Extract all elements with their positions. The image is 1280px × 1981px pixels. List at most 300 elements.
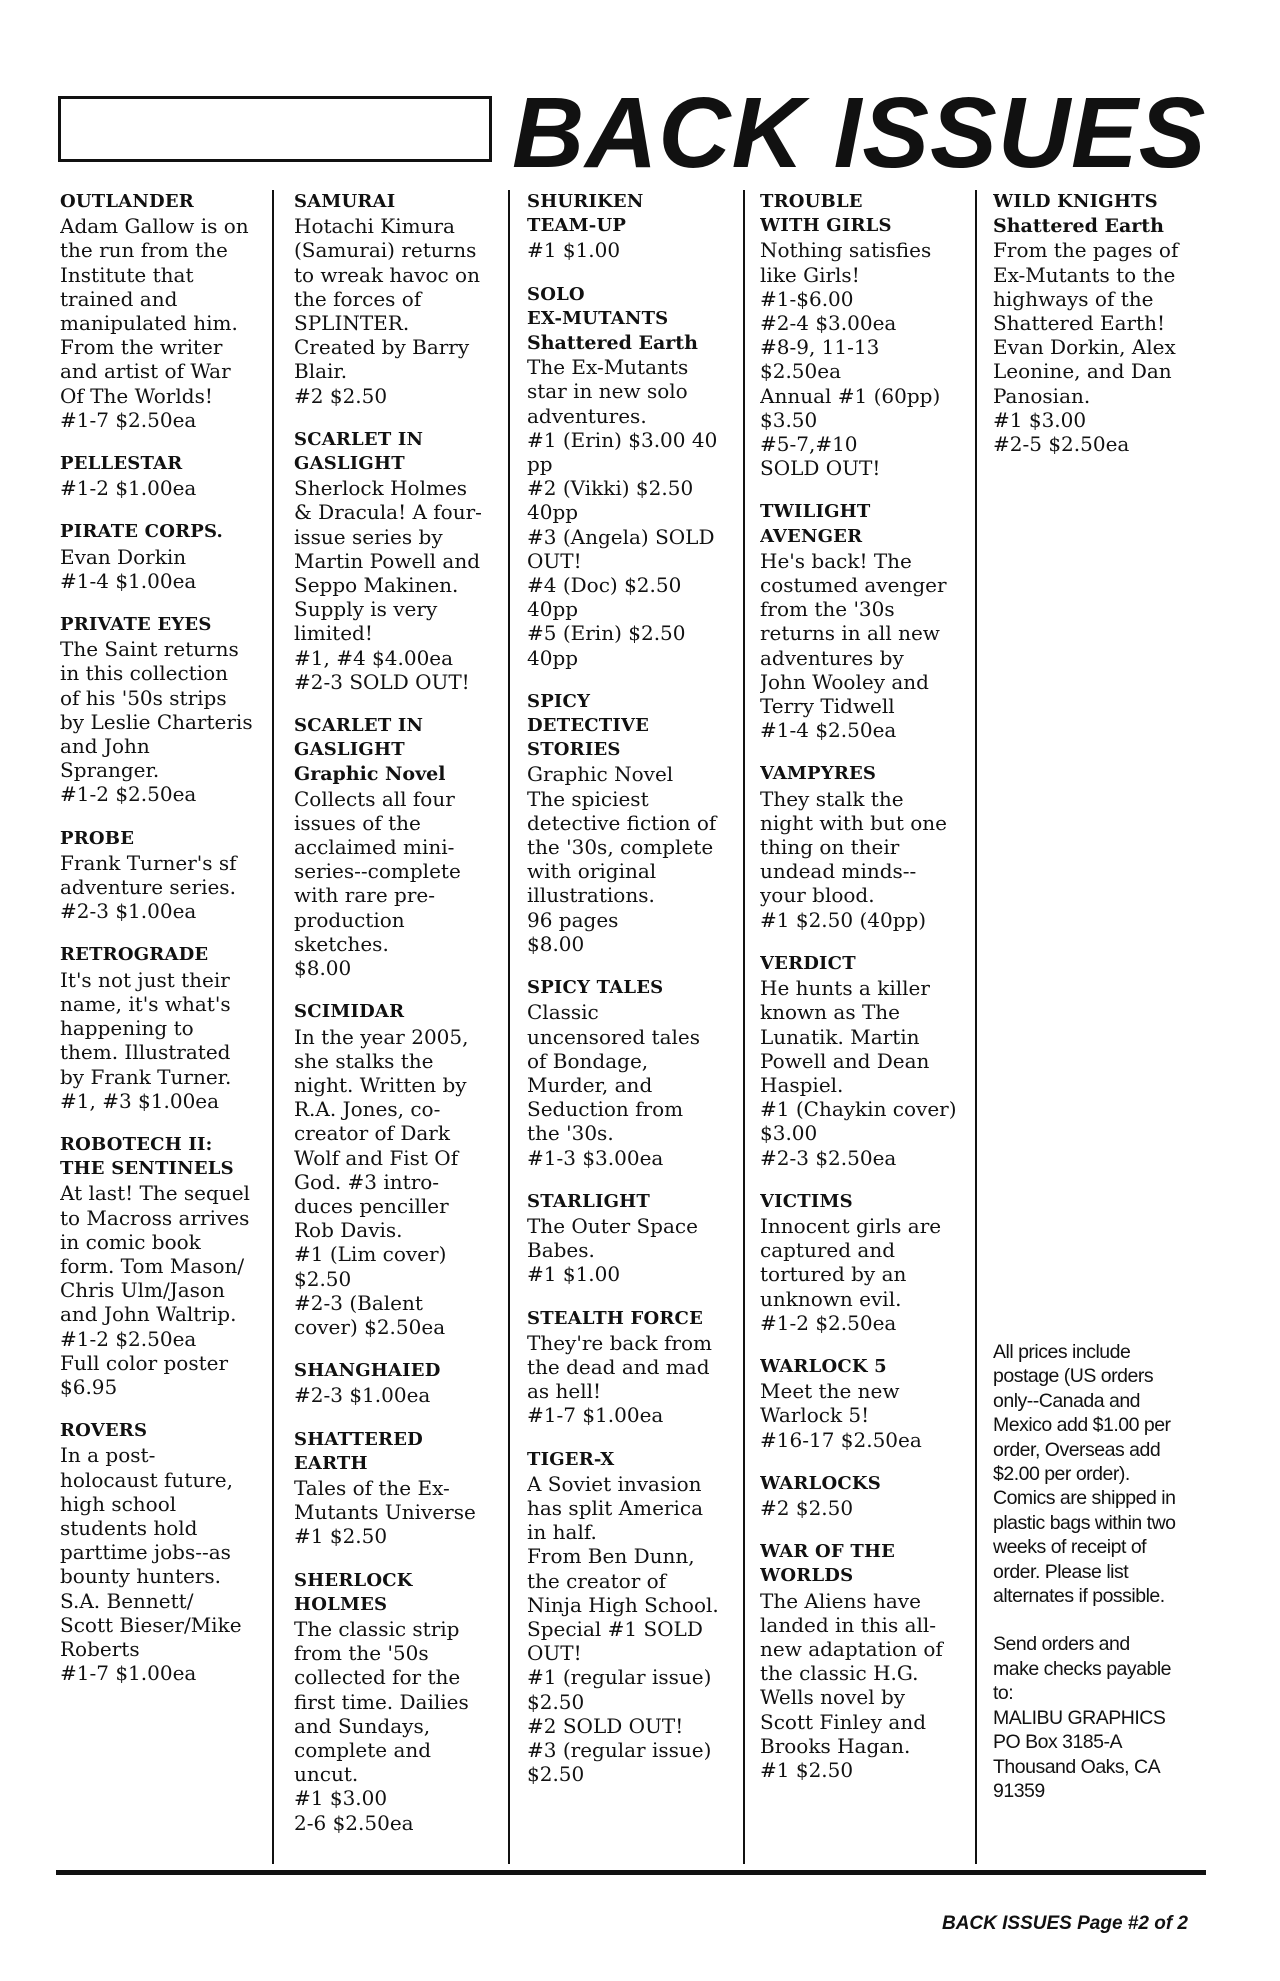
entry-text: landed in this all- <box>760 1612 937 1637</box>
entry-text: #1 $1.00 <box>527 238 621 263</box>
entry-text: uncensored tales <box>527 1024 700 1049</box>
entry-text: They stalk the <box>760 786 904 811</box>
entry-text: #1-7 $1.00ea <box>527 1403 664 1428</box>
entry-title: VICTIMS <box>760 1190 853 1212</box>
entry-text: high school <box>60 1491 177 1516</box>
entry-text: series--complete <box>294 859 461 884</box>
catalog-entry <box>760 1472 970 1520</box>
entry-text: Ninja High School. <box>527 1592 719 1617</box>
notice-line: order. Please list <box>993 1560 1129 1583</box>
entry-text: SPLINTER. <box>294 311 410 336</box>
entry-text: happening to <box>60 1016 194 1041</box>
entry-text: to Macross arrives <box>60 1205 250 1230</box>
entry-text: new adaptation of <box>760 1636 943 1661</box>
entry-text: Sherlock Holmes <box>294 476 468 501</box>
entry-text: Innocent girls are <box>760 1213 942 1238</box>
entry-text: Chris Ulm/Jason <box>60 1278 225 1303</box>
entry-text: #3 (Angela) SOLD <box>527 524 715 549</box>
entry-text: Hotachi Kimura <box>294 214 455 239</box>
entry-text: she stalks the <box>294 1048 434 1073</box>
entry-text: Frank Turner's sf <box>60 850 237 875</box>
entry-title: PIRATE CORPS. <box>60 521 224 543</box>
entry-text: Shattered Earth! <box>993 311 1166 336</box>
notice-line: plastic bags within two <box>993 1511 1176 1534</box>
entry-text: He hunts a killer <box>760 976 930 1001</box>
entry-text: Babes. <box>527 1238 595 1263</box>
entry-text: OUT! <box>527 1641 582 1666</box>
entry-text: Created by Barry <box>294 335 470 360</box>
entry-text: Scott Bieser/Mike <box>60 1612 242 1637</box>
entry-text: sketches. <box>294 931 389 956</box>
entry-text: #1-2 $2.50ea <box>60 1326 197 1351</box>
entry-text: The Ex-Mutants <box>527 355 689 380</box>
entry-text: $3.00 <box>760 1121 818 1146</box>
entry-title: STEALTH FORCE <box>527 1307 703 1329</box>
entry-text: $8.00 <box>294 956 352 981</box>
entry-title: SHURIKEN <box>527 191 644 212</box>
entry-text: 40pp <box>527 597 579 622</box>
entry-title: AVENGER <box>760 525 863 547</box>
entry-text: Special #1 SOLD <box>527 1616 703 1641</box>
entry-text: OUT! <box>527 548 582 573</box>
entry-title: WITH GIRLS <box>760 215 892 237</box>
notice-line: 91359 <box>993 1779 1045 1802</box>
entry-text: returns in all new <box>760 621 940 646</box>
entry-text: the run from the <box>60 238 228 263</box>
entry-text: Wells novel by <box>760 1685 906 1710</box>
entry-text: Wolf and Fist Of <box>294 1145 459 1170</box>
catalog-entry <box>993 190 1203 456</box>
entry-text: duces penciller <box>294 1193 449 1218</box>
entry-text: Terry Tidwell <box>760 694 895 719</box>
entry-title: SAMURAI <box>294 191 396 212</box>
column-divider <box>272 190 274 1864</box>
entry-subtitle: Shattered Earth <box>527 332 698 355</box>
catalog-entry <box>760 190 970 480</box>
entry-text: the classic H.G. <box>760 1661 919 1686</box>
entry-text: 40pp <box>527 645 579 670</box>
notice-line: alternates if possible. <box>993 1585 1165 1608</box>
entry-title: EARTH <box>294 1452 368 1474</box>
entry-text: limited! <box>294 621 373 646</box>
entry-text: Of The Worlds! <box>60 383 213 408</box>
entry-text: thing on their <box>760 835 900 860</box>
entry-text: #2 $2.50 <box>294 383 388 408</box>
entry-text: first time. Dailies <box>294 1689 469 1714</box>
entry-text: the '30s. <box>527 1121 614 1146</box>
entry-title: HOLMES <box>294 1593 388 1615</box>
entry-text: #2 (Vikki) $2.50 <box>527 476 694 501</box>
notice-line: Comics are shipped in <box>993 1487 1176 1510</box>
entry-text: manipulated him. <box>60 311 238 336</box>
ordering-notice <box>993 1340 1203 1827</box>
entry-text: Brooks Hagan. <box>760 1733 911 1758</box>
entry-text: The spiciest <box>527 786 649 811</box>
entry-subtitle: Shattered Earth <box>993 215 1164 238</box>
entry-text: #1-$6.00 <box>760 286 854 311</box>
entry-text: Graphic Novel <box>527 762 674 787</box>
entry-title: VAMPYRES <box>760 763 877 785</box>
entry-text: adventures. <box>527 403 647 428</box>
catalog-entry <box>60 827 270 924</box>
entry-title: SHANGHAIED <box>294 1360 441 1382</box>
entry-text: #2-3 $1.00ea <box>60 899 197 924</box>
entry-text: Institute that <box>60 262 194 287</box>
entry-text: #1-4 $1.00ea <box>60 568 197 593</box>
entry-text: $2.50 <box>527 1762 585 1787</box>
entry-text: #16-17 $2.50ea <box>760 1427 922 1452</box>
notice-line: only--Canada and <box>993 1389 1141 1412</box>
order-address <box>993 1632 1203 1803</box>
entry-text: parttime jobs--as <box>60 1540 231 1565</box>
entry-text: acclaimed mini- <box>294 835 455 860</box>
column-4 <box>760 190 970 1865</box>
entry-text: $2.50 <box>527 1689 585 1714</box>
entry-text: #5-7,#10 <box>760 432 858 457</box>
entry-text: S.A. Bennett/ <box>60 1588 194 1613</box>
entry-text: Classic <box>527 1000 599 1025</box>
entry-text: complete and <box>294 1737 432 1762</box>
entry-title: WILD KNIGHTS <box>993 191 1158 212</box>
catalog-entry <box>60 190 270 432</box>
entry-text: #2-4 $3.00ea <box>760 311 897 336</box>
entry-title: EX-MUTANTS <box>527 307 669 329</box>
entry-text: From the pages of <box>993 238 1179 263</box>
entry-text: Powell and Dean <box>760 1048 930 1073</box>
entry-text: #1 $2.50 (40pp) <box>760 907 927 932</box>
entry-text: SOLD OUT! <box>760 456 881 481</box>
entry-title: OUTLANDER <box>60 191 194 212</box>
entry-title: ROBOTECH II: <box>60 1133 213 1155</box>
catalog-entry <box>60 1133 270 1399</box>
entry-text: & Dracula! A four- <box>294 500 482 525</box>
entry-text: captured and <box>760 1238 896 1263</box>
entry-title: SCARLET IN <box>294 428 424 450</box>
entry-text: The Saint returns <box>60 637 239 662</box>
catalog-entry <box>527 1190 742 1287</box>
entry-text: star in new solo <box>527 379 688 404</box>
entry-text: #1 $3.00 <box>993 407 1087 432</box>
catalog-entry <box>527 283 742 670</box>
notice-line: All prices include <box>993 1341 1131 1363</box>
entry-text: holocaust future, <box>60 1467 233 1492</box>
entry-text: $6.95 <box>60 1374 118 1399</box>
catalog-entry <box>294 1359 506 1407</box>
entry-title: WARLOCK 5 <box>760 1355 887 1377</box>
entry-text: John Wooley and <box>760 669 929 694</box>
entry-title: SCIMIDAR <box>294 1001 405 1023</box>
entry-text: students hold <box>60 1515 198 1540</box>
entry-text: Mutants Universe <box>294 1500 476 1525</box>
entry-text: costumed avenger <box>760 573 947 598</box>
catalog-entry <box>527 1448 742 1787</box>
notice-line: to: <box>993 1682 1014 1705</box>
entry-text: known as The <box>760 1000 900 1025</box>
entry-title: SPICY TALES <box>527 977 664 999</box>
entry-text: 2-6 $2.50ea <box>294 1810 414 1835</box>
entry-title: PRIVATE EYES <box>60 614 212 636</box>
entry-text: #1 $2.50 <box>760 1757 854 1782</box>
entry-text: of Bondage, <box>527 1048 649 1073</box>
entry-text: $2.50 <box>294 1266 352 1291</box>
entry-text: #3 (regular issue) <box>527 1737 712 1762</box>
entry-title: WARLOCKS <box>760 1472 881 1494</box>
entry-text: #1-7 $1.00ea <box>60 1661 197 1686</box>
column-divider <box>975 190 977 1864</box>
entry-text: It's not just their <box>60 967 230 992</box>
entry-text: #1-7 $2.50ea <box>60 407 197 432</box>
entry-text: night with but one <box>760 810 947 835</box>
catalog-entry <box>527 976 742 1170</box>
entry-text: #1-2 $1.00ea <box>60 476 197 501</box>
page-title: BACK ISSUES <box>512 78 1207 188</box>
entry-title: GASLIGHT <box>294 739 405 761</box>
entry-title: SHATTERED <box>294 1428 423 1450</box>
entry-text: trained and <box>60 286 178 311</box>
entry-text: God. #3 intro- <box>294 1169 440 1194</box>
entry-text: issue series by <box>294 524 443 549</box>
entry-text: in half. <box>527 1520 597 1545</box>
entry-text: of his '50s strips <box>60 685 227 710</box>
catalog-entry <box>294 1428 506 1549</box>
entry-text: uncut. <box>294 1762 359 1787</box>
entry-text: The Outer Space <box>527 1213 698 1238</box>
page-footer: BACK ISSUES Page #2 of 2 <box>941 1913 1188 1934</box>
entry-title: TWILIGHT <box>760 501 871 523</box>
catalog-entry <box>60 520 270 593</box>
catalog-entry <box>527 190 742 263</box>
entry-text: like Girls! <box>760 262 860 287</box>
entry-text: A Soviet invasion <box>527 1471 702 1496</box>
notice-line: make checks payable <box>993 1657 1172 1680</box>
entry-text: and Sundays, <box>294 1713 431 1738</box>
entry-text: #4 (Doc) $2.50 <box>527 573 682 598</box>
entry-title: WORLDS <box>760 1565 854 1587</box>
entry-title: DETECTIVE <box>527 715 650 737</box>
entry-title: SOLO <box>527 283 585 305</box>
notice-line: weeks of receipt of <box>993 1536 1147 1559</box>
entry-text: by Leslie Charteris <box>60 709 253 734</box>
entry-text: Evan Dorkin, Alex <box>993 335 1176 360</box>
entry-text: unknown evil. <box>760 1286 902 1311</box>
entry-text: Supply is very <box>294 597 438 622</box>
entry-text: undead minds-- <box>760 859 917 884</box>
entry-text: They're back from <box>527 1330 712 1355</box>
catalog-entry <box>760 1355 970 1452</box>
entry-text: #1-3 $3.00ea <box>527 1145 664 1170</box>
entry-title: SPICY <box>527 690 591 712</box>
entry-text: as hell! <box>527 1379 602 1404</box>
entry-text: Nothing satisfies <box>760 238 932 263</box>
entry-text: 96 pages <box>527 907 619 932</box>
entry-text: and artist of War <box>60 359 231 384</box>
entry-text: bounty hunters. <box>60 1564 221 1589</box>
catalog-entry <box>294 714 506 980</box>
entry-text: #2-3 SOLD OUT! <box>294 669 470 694</box>
entry-text: Rob Davis. <box>294 1218 403 1243</box>
entry-text: In a post- <box>60 1443 156 1468</box>
catalog-entry <box>60 943 270 1112</box>
entry-text: #1, #3 $1.00ea <box>60 1088 220 1113</box>
notice-line: Send orders and <box>993 1633 1130 1656</box>
entry-text: $2.50ea <box>760 359 842 384</box>
column-divider <box>743 190 745 1864</box>
entry-text: $3.50 <box>760 407 818 432</box>
entry-text: Spranger. <box>60 758 160 783</box>
entry-text: Leonine, and Dan <box>993 359 1172 384</box>
entry-text: form. Tom Mason/ <box>60 1253 245 1278</box>
entry-title: TROUBLE <box>760 191 863 212</box>
entry-text: #2 $2.50 <box>760 1495 854 1520</box>
entry-title: TEAM-UP <box>527 215 627 237</box>
catalog-entry <box>294 428 506 694</box>
entry-text: #2-3 $1.00ea <box>294 1383 431 1408</box>
entry-text: Seduction from <box>527 1097 684 1122</box>
entry-text: pp <box>527 452 553 477</box>
entry-title: SCARLET IN <box>294 715 424 737</box>
column-1 <box>60 190 270 1865</box>
entry-text: them. Illustrated <box>60 1040 231 1065</box>
notice-line: Mexico add $1.00 per <box>993 1414 1171 1437</box>
entry-text: #5 (Erin) $2.50 <box>527 621 686 646</box>
entry-text: and John <box>60 734 150 759</box>
entry-text: issues of the <box>294 810 421 835</box>
entry-text: illustrations. <box>527 883 655 908</box>
notice-line: MALIBU GRAPHICS <box>993 1706 1166 1729</box>
entry-text: He's back! The <box>760 548 912 573</box>
column-3 <box>527 190 742 1865</box>
notice-line: order, Overseas add <box>993 1438 1161 1461</box>
column-2 <box>294 190 506 1865</box>
catalog-entry <box>760 1540 970 1782</box>
entry-text: adventures by <box>760 645 904 670</box>
entry-text: night. Written by <box>294 1072 467 1097</box>
entry-title: PROBE <box>60 827 135 849</box>
entry-text: Panosian. <box>993 383 1091 408</box>
catalog-entry <box>760 762 970 931</box>
entry-text: #1 $2.50 <box>294 1524 388 1549</box>
entry-text: your blood. <box>760 883 875 908</box>
entry-text: Murder, and <box>527 1072 653 1097</box>
entry-text: The classic strip <box>294 1616 460 1641</box>
entry-text: cover) $2.50ea <box>294 1314 446 1339</box>
entry-title: STORIES <box>527 739 621 761</box>
entry-text: the dead and mad <box>527 1354 710 1379</box>
entry-text: adventure series. <box>60 875 236 900</box>
catalog-entry <box>294 190 506 408</box>
entry-text: Full color poster <box>60 1350 229 1375</box>
entry-text: #1, #4 $4.00ea <box>294 645 454 670</box>
entry-text: #1-2 $2.50ea <box>760 1310 897 1335</box>
entry-text: Roberts <box>60 1636 140 1661</box>
entry-text: Scott Finley and <box>760 1709 927 1734</box>
notice-line: PO Box 3185-A <box>993 1731 1122 1754</box>
entry-subtitle: Graphic Novel <box>294 763 446 786</box>
notice-line: postage (US orders <box>993 1365 1154 1388</box>
entry-title: WAR OF THE <box>760 1541 896 1563</box>
catalog-entry <box>60 613 270 807</box>
entry-text: #1-4 $2.50ea <box>760 718 897 743</box>
entry-text: The Aliens have <box>760 1588 921 1613</box>
entry-text: #1-2 $2.50ea <box>60 782 197 807</box>
catalog-entry <box>760 1190 970 1335</box>
entry-title: RETROGRADE <box>60 944 209 966</box>
catalog-entry <box>294 1569 506 1835</box>
entry-text: by Frank Turner. <box>60 1064 232 1089</box>
entry-text: Blair. <box>294 359 348 384</box>
entry-text: At last! The sequel <box>60 1181 250 1206</box>
entry-text: highways of the <box>993 286 1154 311</box>
entry-text: Haspiel. <box>760 1072 844 1097</box>
notice-line: Thousand Oaks, CA <box>993 1755 1161 1778</box>
entry-text: In the year 2005, <box>294 1024 469 1049</box>
column-divider <box>508 190 510 1864</box>
entry-text: to wreak havoc on <box>294 262 480 287</box>
entry-text: #1 (Chaykin cover) <box>760 1097 957 1122</box>
entry-text: #1 $3.00 <box>294 1786 388 1811</box>
entry-text: Meet the new <box>760 1379 900 1404</box>
entry-text: (Samurai) returns <box>294 238 477 263</box>
entry-text: with rare pre- <box>294 883 435 908</box>
entry-text: Seppo Makinen. <box>294 573 459 598</box>
entry-text: tortured by an <box>760 1262 907 1287</box>
entry-text: creator of Dark <box>294 1121 450 1146</box>
entry-text: Annual #1 (60pp) <box>760 383 941 408</box>
entry-title: ROVERS <box>60 1420 148 1442</box>
entry-text: the '30s, complete <box>527 835 714 860</box>
entry-title: VERDICT <box>760 952 856 974</box>
entry-text: with original <box>527 859 657 884</box>
entry-text: Adam Gallow is on <box>60 214 249 239</box>
entry-text: Warlock 5! <box>760 1403 870 1428</box>
entry-text: From Ben Dunn, <box>527 1544 695 1569</box>
prices-note <box>993 1340 1203 1608</box>
entry-text: #2-3 (Balent <box>294 1290 423 1315</box>
entry-title: SHERLOCK <box>294 1569 413 1591</box>
entry-text: Collects all four <box>294 786 455 811</box>
entry-title: STARLIGHT <box>527 1190 650 1212</box>
entry-text: the creator of <box>527 1568 667 1593</box>
entry-text: collected for the <box>294 1665 461 1690</box>
footer-rule <box>56 1870 1206 1875</box>
entry-text: #2-5 $2.50ea <box>993 432 1130 457</box>
entry-text: detective fiction of <box>527 810 717 835</box>
catalog-entry <box>760 952 970 1170</box>
catalog-entry <box>60 1419 270 1685</box>
entry-text: From the writer <box>60 335 223 360</box>
entry-title: PELLESTAR <box>60 453 183 475</box>
entry-text: #1 (Erin) $3.00 40 <box>527 427 718 452</box>
entry-text: and John Waltrip. <box>60 1302 237 1327</box>
entry-text: Lunatik. Martin <box>760 1024 920 1049</box>
entry-text: #2 SOLD OUT! <box>527 1713 684 1738</box>
entry-text: #1 (Lim cover) <box>294 1242 447 1267</box>
catalog-entry <box>527 690 742 956</box>
entry-text: #2-3 $2.50ea <box>760 1145 897 1170</box>
entry-text: #1 (regular issue) <box>527 1665 712 1690</box>
entry-title: THE SENTINELS <box>60 1158 234 1180</box>
entry-title: TIGER-X <box>527 1448 615 1470</box>
header-blank-box <box>58 96 492 162</box>
entry-title: GASLIGHT <box>294 453 405 475</box>
entry-text: production <box>294 907 405 932</box>
catalog-entry <box>294 1000 506 1339</box>
entry-text: Tales of the Ex- <box>294 1475 450 1500</box>
entry-text: has split America <box>527 1495 704 1520</box>
entry-text: 40pp <box>527 500 579 525</box>
entry-text: Martin Powell and <box>294 548 481 573</box>
entry-text: Ex-Mutants to the <box>993 262 1176 287</box>
